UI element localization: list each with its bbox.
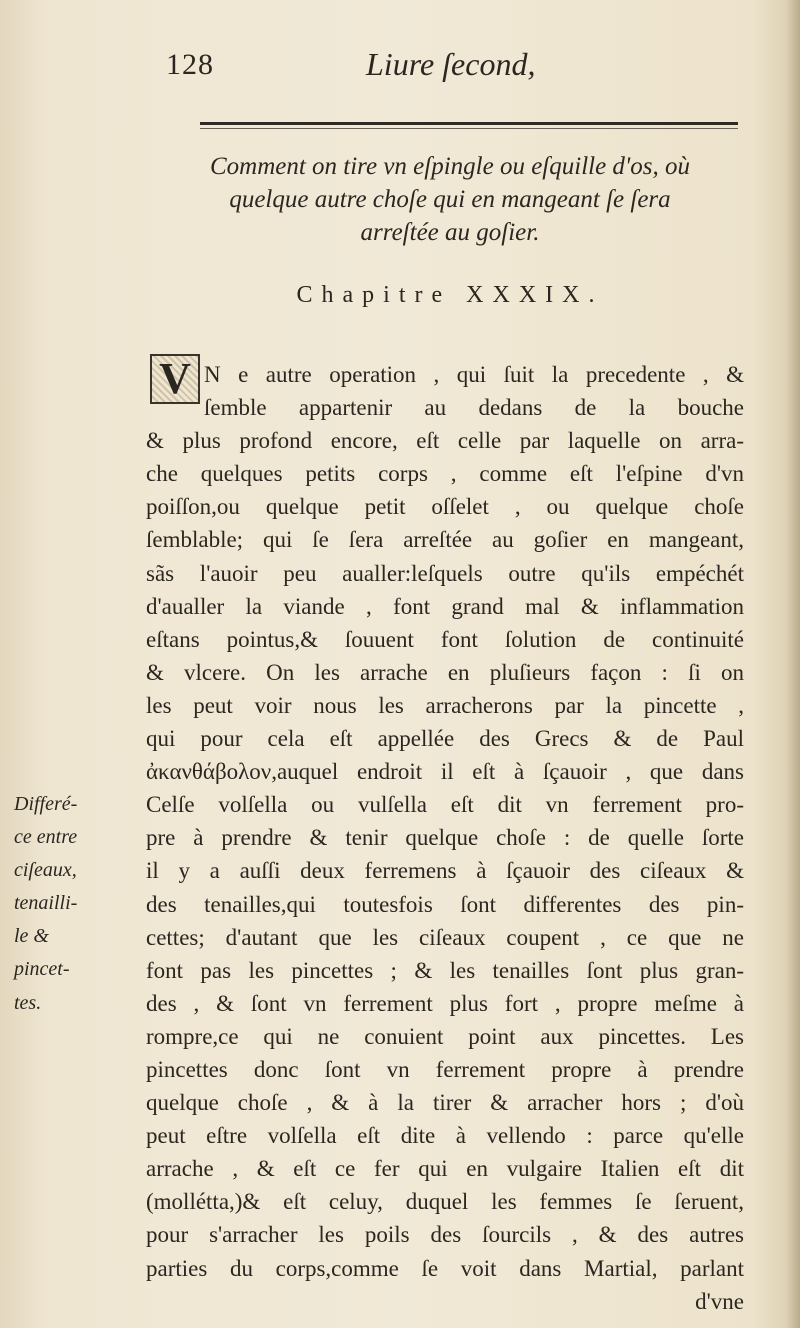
caption-line: Comment on tire vn eſpingle ou eſquille d'os, où — [209, 153, 691, 180]
header-rule-thin — [200, 128, 738, 129]
text-line: N e autre operation , qui ſuit la precedente , & — [204, 362, 744, 387]
text-line: qui pour cela eſt appellée des Grecs & de Paul — [146, 726, 744, 752]
text-line: d'aualler la viande , font grand mal & inflammation — [146, 593, 744, 619]
running-title: Liure ſecond, — [366, 46, 536, 82]
margin-note-line: le & — [14, 925, 49, 948]
text-line: les peut voir nous les arracherons par la pincette , — [146, 692, 744, 718]
margin-note-line: tenailli- — [14, 892, 78, 915]
ornamental-initial: V — [150, 354, 200, 404]
text-line: des , & ſont vn ferrement plus fort , propre meſme à — [146, 990, 744, 1016]
text-line: eſtans pointus,& ſouuent font ſolution de continuité — [146, 626, 744, 652]
text-line: ἀκανθάβολον,auquel endroit il eſt à ſçauoir , que dans — [146, 759, 744, 785]
margin-note-line: tes. — [14, 991, 42, 1014]
body-text — [146, 358, 744, 1318]
text-line: quelque choſe , & à la tirer & arracher hors ; d'où — [146, 1090, 744, 1116]
margin-note-line: ciſeaux, — [14, 859, 77, 882]
text-line: pincettes donc ſont vn ferrement propre à prendre — [146, 1056, 744, 1082]
caption-line: quelque autre choſe qui en mangeant ſe ſera — [229, 186, 671, 213]
margin-note-line: ce entre — [14, 826, 78, 849]
text-line: font pas les pincettes ; & les tenailles ſont plus gran- — [146, 957, 744, 983]
text-line: des tenailles,qui toutesfois ſont differentes des pin- — [146, 891, 744, 917]
text-line: (mollétta,)& eſt celuy, duquel les femmes ſe ſeruent, — [146, 1189, 744, 1215]
catchword: d'vne — [695, 1288, 744, 1314]
text-line: ſemble appartenir au dedans de la bouche — [204, 395, 744, 421]
chapter-heading: Chapitre XXXIX. — [296, 282, 604, 308]
text-line: & plus profond encore, eſt celle par laquelle on arra- — [146, 428, 744, 454]
text-line: Celſe volſella ou vulſella eſt dit vn ferrement pro- — [146, 792, 744, 818]
text-line: ſemblable; qui ſe ſera arreſtée au goſier en mangeant, — [146, 527, 744, 553]
text-line: poiſſon,ou quelque petit oſſelet , ou quelque choſe — [146, 494, 744, 520]
text-line: arrache , & eſt ce fer qui en vulgaire Italien eſt dit — [146, 1156, 744, 1182]
text-line: sãs l'auoir peu aualler:leſquels outre qu'ils empéchét — [146, 560, 744, 586]
text-line: che quelques petits corps , comme eſt l'eſpine d'vn — [146, 461, 744, 487]
text-line: rompre,ce qui ne conuient point aux pincettes. Les — [146, 1023, 744, 1049]
running-header — [0, 48, 800, 98]
text-line: peut eſtre volſella eſt dite à vellendo : parce qu'elle — [146, 1123, 744, 1149]
text-line: il y a auſſi deux ferremens à ſçauoir des ciſeaux & — [146, 858, 744, 884]
margin-note-line: Differé- — [14, 793, 78, 815]
text-line: parties du corps,comme ſe voit dans Martial, parlant — [146, 1255, 744, 1281]
header-rule — [200, 122, 738, 125]
text-line: pour s'arracher les poils des ſourcils , & des autres — [146, 1222, 744, 1248]
page-number: 128 — [166, 48, 214, 81]
chapter-caption — [150, 150, 750, 249]
text-line: pre à prendre & tenir quelque choſe : de quelle ſorte — [146, 825, 744, 851]
margin-note-line: pincet- — [14, 958, 70, 981]
text-line: cettes; d'autant que les ciſeaux coupent , ce que ne — [146, 924, 744, 950]
caption-line: arreſtée au goſier. — [360, 219, 540, 246]
page-edge-shadow — [786, 0, 800, 1328]
margin-note — [14, 788, 142, 1020]
text-line: & vlcere. On les arrache en pluſieurs façon : ſi on — [146, 659, 744, 685]
